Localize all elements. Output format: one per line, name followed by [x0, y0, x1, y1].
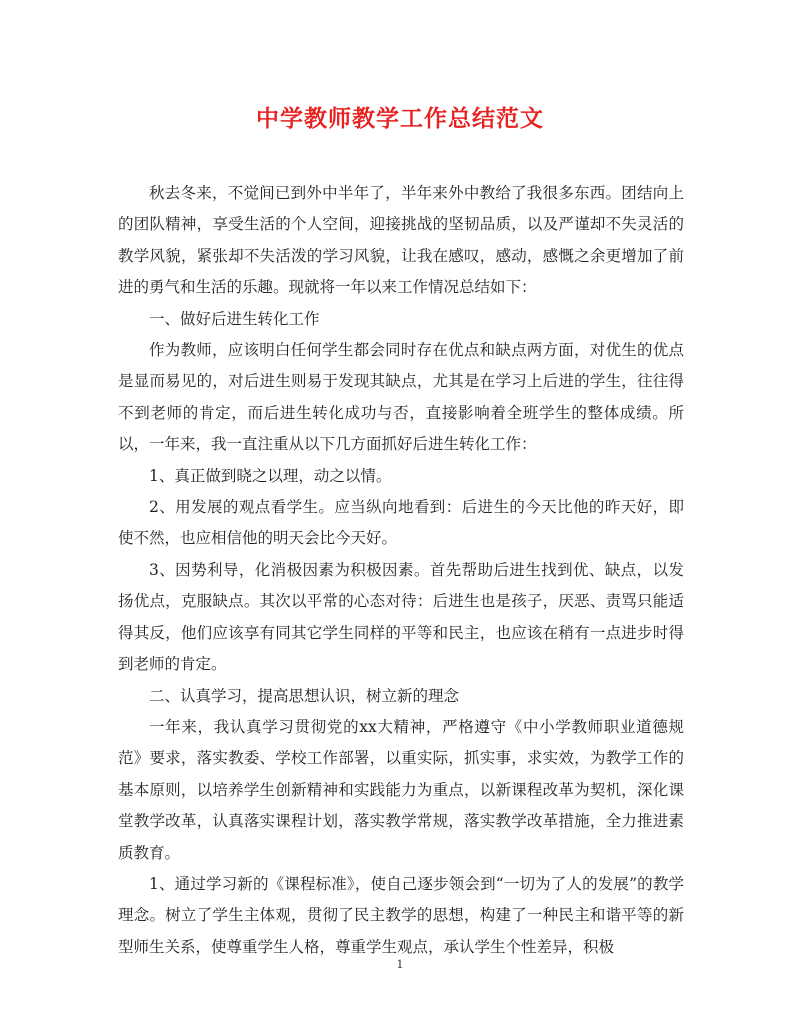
list-item-1-2: 2、用发展的观点看学生。应当纵向地看到：后进生的今天比他的昨天好，即使不然，也应相信他的明天会比今天好。	[118, 498, 684, 548]
paragraph-section-2: 一年来，我认真学习贯彻党的xx大精神，严格遵守《中小学教师职业道德规范》要求，落实教委、学校工作部署，以重实际，抓实事，求实效，为教学工作的基本原则，以培养学生创新精神和实践能力为重点，以新课程改革为契机，深化课堂教学改革，认真落实课程计划，落实教学常规，落实教学改革措施，全力推进素质教育。	[118, 717, 684, 862]
section-heading-2: 二、认真学习，提高思想认识，树立新的理念	[149, 686, 460, 705]
page-number: 1	[396, 958, 404, 971]
list-item-2-1: 1、通过学习新的《课程标准》，使自己逐步领会到“一切为了人的发展”的教学理念。树立了学生主体观，贯彻了民主教学的思想，构建了一种民主和谐平等的新型师生关系，使尊重学生人格，尊重学生观点，承认学生个性差异，积极	[118, 874, 684, 956]
page-title: 中学教师教学工作总结范文	[256, 105, 544, 132]
list-item-1-3: 3、因势利导，化消极因素为积极因素。首先帮助后进生找到优、缺点，以发扬优点，克服缺点。其次以平常的心态对待：后进生也是孩子，厌恶、责骂只能适得其反，他们应该享有同其它学生同样的平等和民主，也应该在稍有一点进步时得到老师的肯定。	[118, 560, 684, 674]
section-heading-1: 一、做好后进生转化工作	[149, 309, 320, 328]
paragraph-section-1: 作为教师，应该明白任何学生都会同时存在优点和缺点两方面，对优生的优点是显而易见的，对后进生则易于发现其缺点，尤其是在学习上后进的学生，往往得不到老师的肯定，而后进生转化成功与否，直接影响着全班学生的整体成绩。所以，一年来，我一直注重从以下几方面抓好后进生转化工作：	[118, 341, 684, 454]
paragraph-intro: 秋去冬来，不觉间已到外中半年了，半年来外中教给了我很多东西。团结向上的团队精神，享受生活的个人空间，迎接挑战的坚韧品质，以及严谨却不失灵活的教学风貌，紧张却不失活泼的学习风貌，让我在感叹，感动，感慨之余更增加了前进的勇气和生活的乐趣。现就将一年以来工作情况总结如下：	[118, 184, 684, 297]
document-body	[118, 178, 684, 963]
list-item-1-1: 1、真正做到晓之以理，动之以情。	[149, 466, 392, 485]
